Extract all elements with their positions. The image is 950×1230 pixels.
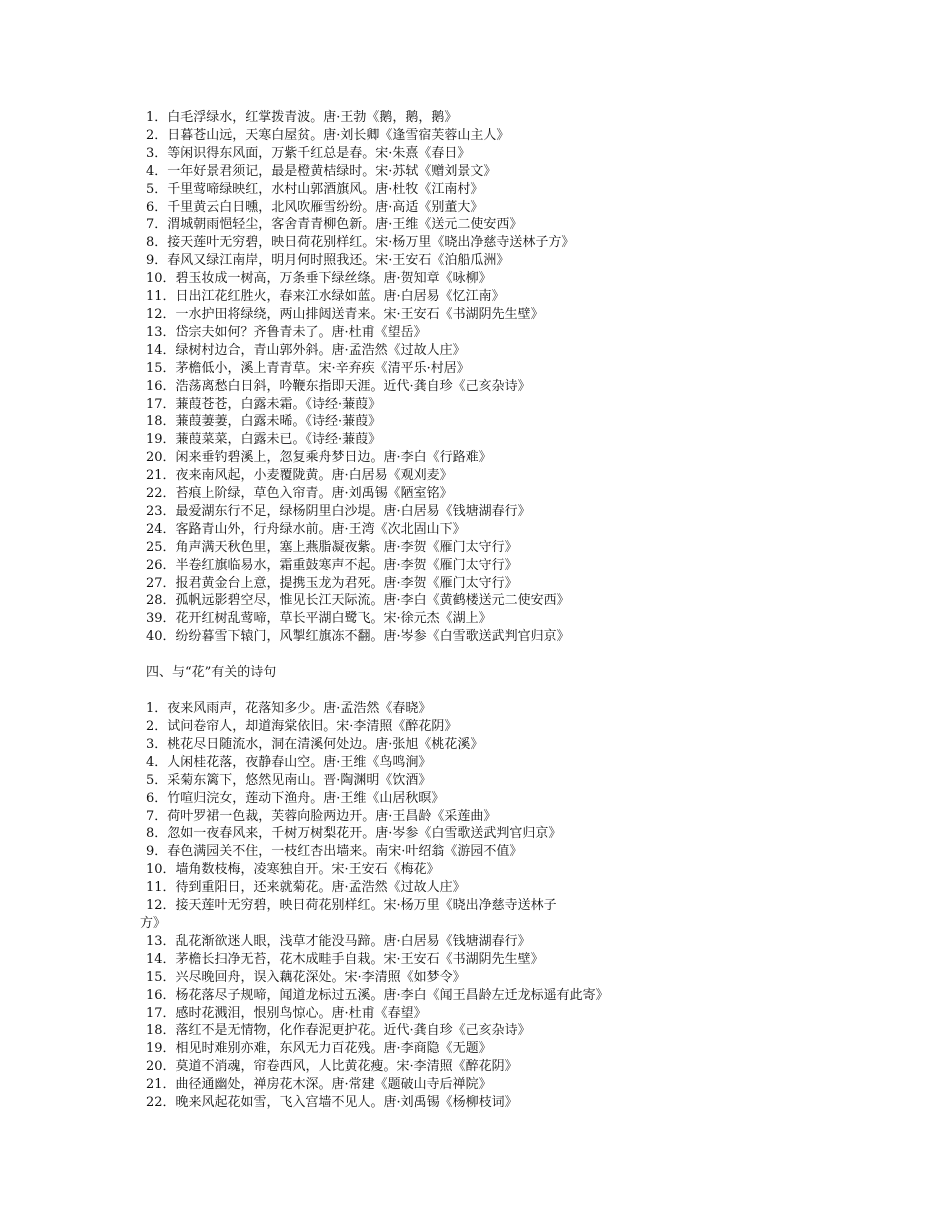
poem-line: 11．待到重阳日，还来就菊花。唐·孟浩然《过故人庄》 [146,880,466,896]
poem-line: 24．客路青山外，行舟绿水前。唐·王湾《次北固山下》 [146,521,466,537]
poem-line: 9．春色满园关不住，一枝红杏出墙来。南宋·叶绍翁《游园不值》 [146,844,523,860]
poem-line: 13．岱宗夫如何？齐鲁青未了。唐·杜甫《望岳》 [146,324,427,340]
poem-line: 4．一年好景君须记，最是橙黄桔绿时。宋·苏轼《赠刘景文》 [146,163,497,179]
poem-line: 2．日暮苍山远，天寒白屋贫。唐·刘长卿《逢雪宿芙蓉山主人》 [146,127,510,143]
poem-line: 3．等闲识得东风面，万紫千红总是春。宋·朱熹《春日》 [146,145,471,161]
poem-list-colors [146,109,706,646]
section-title-flowers: 四、与“花”有关的诗句 [146,665,277,681]
poem-line: 23．最爱湖东行不足，绿杨阴里白沙堤。唐·白居易《钱塘湖春行》 [146,503,531,519]
poem-line: 2．试问卷帘人，却道海棠依旧。宋·李清照《醉花阴》 [146,719,458,734]
poem-line: 39．花开红树乱莺啼，草长平湖白鹭飞。宋·徐元杰《湖上》 [146,611,492,627]
poem-line: 17．感时花溅泪，恨别鸟惊心。唐·杜甫《春望》 [146,1005,427,1021]
poem-line: 28．孤帆远影碧空尽，惟见长江天际流。唐·李白《黄鹤楼送元二使安西》 [146,593,570,609]
poem-line: 10．碧玉妆成一树高，万条垂下绿丝绦。唐·贺知章《咏柳》 [146,271,492,287]
poem-list-flowers [140,700,706,1112]
poem-line: 12．一水护田将绿绕，两山排闼送青来。宋·王安石《书湖阴先生壁》 [146,306,544,322]
poem-line: 25．角声满天秋色里，塞上燕脂凝夜紫。唐·李贺《雁门太守行》 [146,539,518,555]
poem-line: 5．采菊东篱下，悠然见南山。晋·陶渊明《饮酒》 [146,772,432,788]
poem-line: 11．日出江花红胜火，春来江水绿如蓝。唐·白居易《忆江南》 [146,289,505,305]
poem-line: 26．半卷红旗临易水，霜重鼓寒声不起。唐·李贺《雁门太守行》 [146,557,518,573]
poem-line: 5．千里莺啼绿映红，水村山郭酒旗风。唐·杜牧《江南村》 [146,181,484,197]
poem-line: 18．落红不是无情物，化作春泥更护花。近代·龚自珍《己亥杂诗》 [146,1023,531,1039]
poem-line: 14．绿树村边合，青山郭外斜。唐·孟浩然《过故人庄》 [146,342,466,358]
poem-line: 20．闲来垂钓碧溪上，忽复乘舟梦日边。唐·李白《行路难》 [146,450,492,466]
poem-line: 16．浩荡离愁白日斜，吟鞭东指即天涯。近代·龚自珍《己亥杂诗》 [146,378,531,394]
poem-line: 8．接天莲叶无穷碧，映日荷花别样红。宋·杨万里《晓出净慈寺送林子方》 [146,235,575,251]
poem-line: 22．苔痕上阶绿，草色入帘青。唐·刘禹锡《陋室铭》 [146,486,453,502]
poem-line: 6．千里黄云白日曛，北风吹雁雪纷纷。唐·高适《别董大》 [146,199,484,215]
poem-line: 21．夜来南风起，小麦覆陇黄。唐·白居易《观刈麦》 [146,468,453,484]
poem-line: 19．蒹葭菜菜，白露未已。《诗经·蒹葭》 [146,432,382,448]
poem-line: 27．报君黄金台上意，提携玉龙为君死。唐·李贺《雁门太守行》 [146,575,518,591]
poem-line: 8．忽如一夜春风来，千树万树梨花开。唐·岑参《白雪歌送武判官归京》 [146,826,562,842]
poem-line: 13．乱花渐欲迷人眼，浅草才能没马蹄。唐·白居易《钱塘湖春行》 [146,933,531,949]
poem-line: 7．荷叶罗裙一色裁，芙蓉向脸两边开。唐·王昌龄《采莲曲》 [146,808,497,824]
poem-line: 19．相见时难别亦难，东风无力百花残。唐·李商隐《无题》 [146,1041,492,1057]
poem-line: 22．晚来风起花如雪，飞入宫墙不见人。唐·刘禹锡《杨柳枝词》 [146,1095,518,1111]
poem-line: 21．曲径通幽处，禅房花木深。唐·常建《题破山寺后禅院》 [146,1077,492,1093]
poem-line: 16．杨花落尽子规啼，闻道龙标过五溪。唐·李白《闻王昌龄左迁龙标遥有此寄》 [146,987,609,1003]
poem-line: 20．莫道不消魂，帘卷西风，人比黄花瘦。宋·李清照《醉花阴》 [146,1059,518,1075]
poem-line: 12．接天莲叶无穷碧，映日荷花别样红。宋·杨万里《晓出净慈寺送林子 [146,898,557,914]
poem-line: 3．桃花尽日随流水，洞在清溪何处边。唐·张旭《桃花溪》 [146,736,484,752]
poem-line: 14．茅檐长扫净无苔，花木成畦手自栽。宋·王安石《书湖阴先生壁》 [146,951,544,967]
poem-line: 1．白毛浮绿水，红掌拨青波。唐·王勃《鹅，鹅，鹅》 [146,110,458,125]
document-page [140,109,706,1112]
poem-line: 6．竹喧归浣女，莲动下渔舟。唐·王维《山居秋暝》 [146,790,445,806]
poem-line: 4．人闲桂花落，夜静春山空。唐·王维《鸟鸣涧》 [146,754,432,770]
poem-line: 10．墙角数枝梅，凌寒独自开。宋·王安石《梅花》 [146,862,440,878]
poem-line: 17．蒹葭苍苍，白露未霜。《诗经·蒹葭》 [146,396,382,412]
poem-line: 15．兴尽晚回舟，误入藕花深处。宋·李清照《如梦令》 [146,969,466,985]
poem-line: 7．渭城朝雨悒轻尘，客舍青青柳色新。唐·王维《送元二使安西》 [146,217,523,233]
poem-line: 18．蒹葭萋萋，白露未晞。《诗经·蒹葭》 [146,414,382,430]
poem-line: 方》 [140,915,167,931]
poem-line: 15．茅檐低小，溪上青青草。宋·辛弃疾《清平乐·村居》 [146,360,470,376]
poem-line: 9．春风又绿江南岸，明月何时照我还。宋·王安石《泊船瓜洲》 [146,253,510,269]
poem-line: 1．夜来风雨声，花落知多少。唐·孟浩然《春晓》 [146,701,432,717]
poem-line: 40．纷纷暮雪下辕门，风掣红旗冻不翻。唐·岑参《白雪歌送武判官归京》 [146,629,570,645]
